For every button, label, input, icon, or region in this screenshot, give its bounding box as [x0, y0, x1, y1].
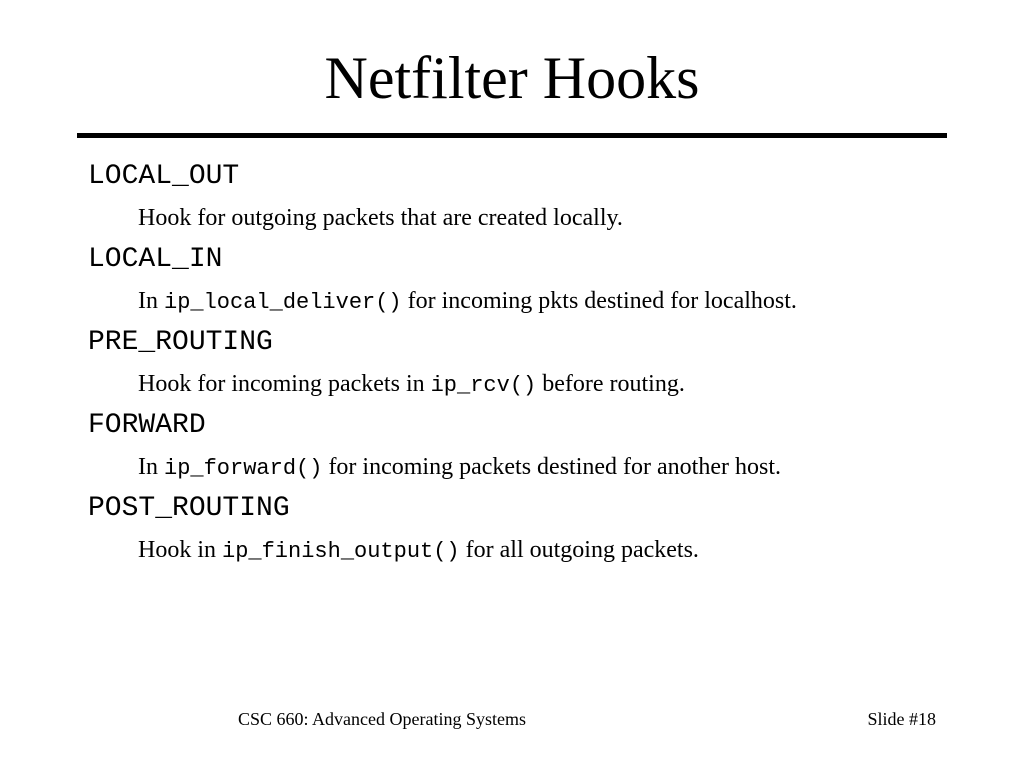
- description-text: In: [138, 288, 164, 314]
- hook-description: [88, 198, 988, 239]
- description-text: for incoming pkts destined for localhost.: [401, 288, 797, 314]
- function-name: ip_rcv(): [430, 373, 537, 398]
- hook-item-local-out: [88, 156, 988, 239]
- description-text: Hook in: [138, 537, 222, 563]
- hook-item-forward: [88, 405, 988, 488]
- description-text: Hook for incoming packets in: [138, 371, 431, 397]
- hook-item-pre-routing: [88, 322, 988, 405]
- hook-name: PRE_ROUTING: [88, 327, 273, 358]
- description-text: Hook for outgoing packets that are created locally.: [138, 205, 623, 231]
- footer-course-title: CSC 660: Advanced Operating Systems: [238, 709, 526, 729]
- hook-item-post-routing: [88, 488, 988, 571]
- hook-name: POST_ROUTING: [88, 493, 290, 524]
- hook-name: LOCAL_IN: [88, 244, 223, 275]
- function-name: ip_local_deliver(): [164, 290, 402, 315]
- hook-description: [88, 530, 988, 571]
- hook-description: [88, 447, 988, 488]
- hook-description: [88, 364, 988, 405]
- slide-title: Netfilter Hooks: [324, 45, 700, 111]
- function-name: ip_finish_output(): [222, 539, 460, 564]
- description-text: before routing.: [536, 371, 685, 397]
- description-text: for incoming packets destined for another host.: [322, 454, 781, 480]
- hook-description: [88, 281, 988, 322]
- footer-slide-number: Slide #18: [867, 709, 936, 729]
- description-text: for all outgoing packets.: [459, 537, 699, 563]
- hook-name: FORWARD: [88, 410, 206, 441]
- title-divider: [77, 133, 947, 138]
- description-text: In: [138, 454, 164, 480]
- hook-list: [88, 156, 988, 571]
- hook-name: LOCAL_OUT: [88, 161, 240, 192]
- function-name: ip_forward(): [164, 456, 323, 481]
- hook-item-local-in: [88, 239, 988, 322]
